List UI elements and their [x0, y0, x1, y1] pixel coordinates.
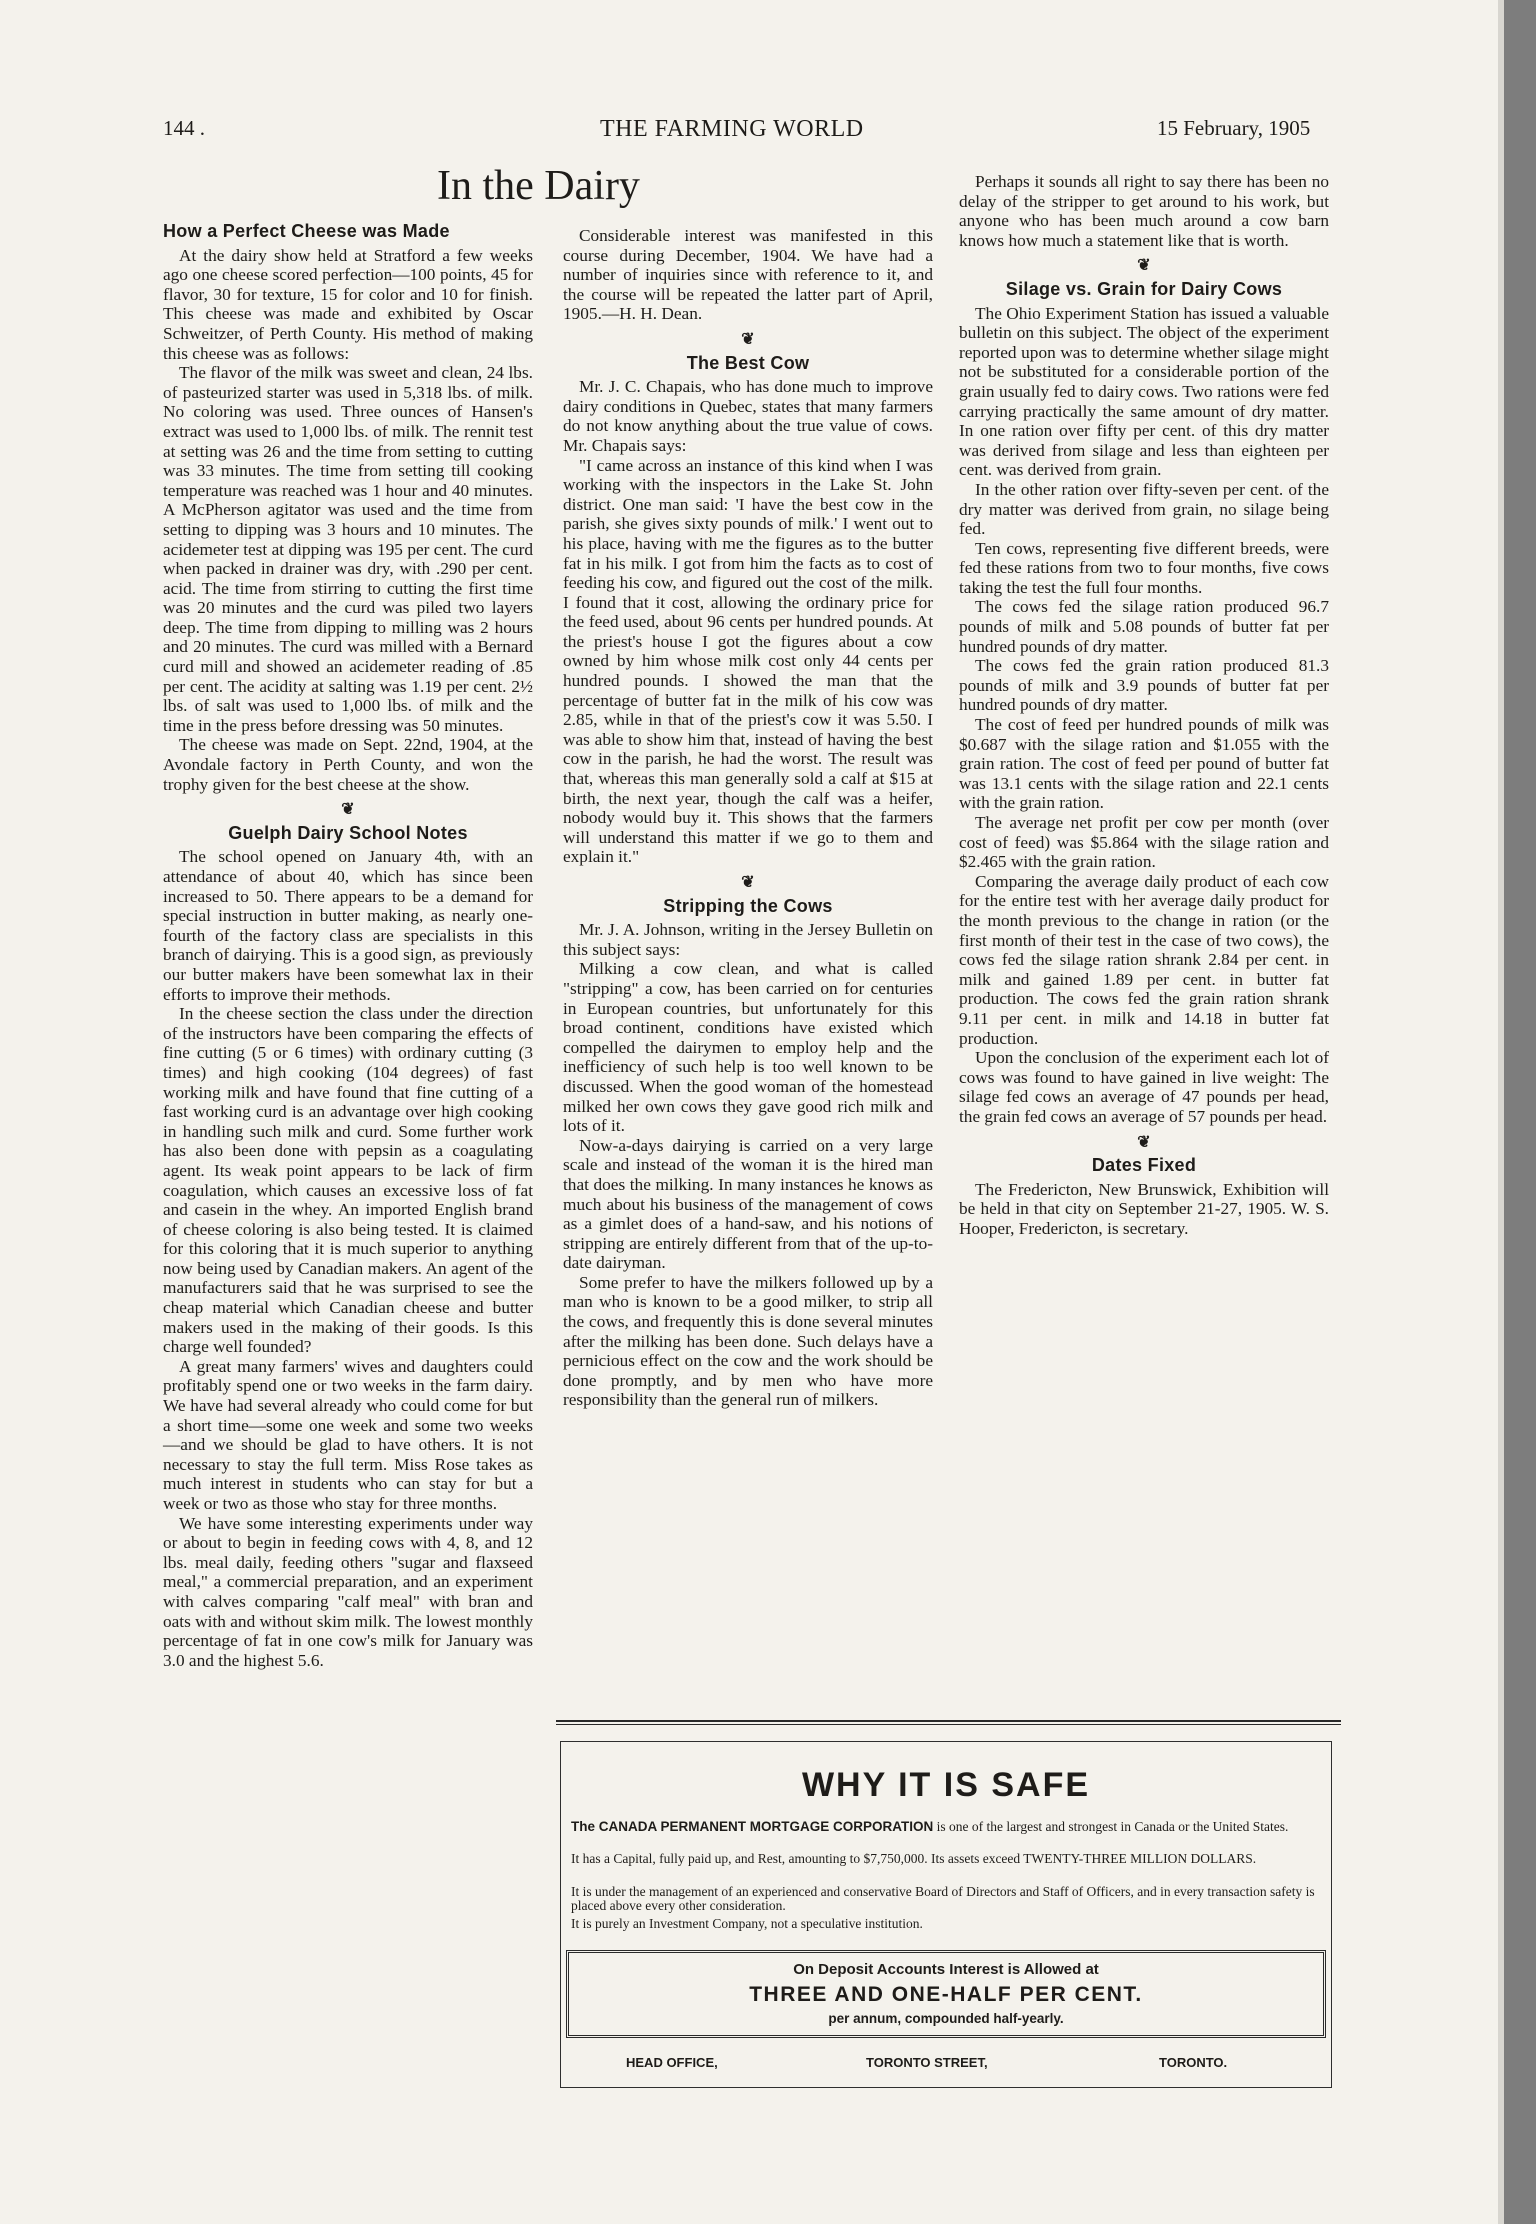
article-paragraph: Comparing the average daily product of each cow for the entire test with her average daily product for the month previous to the change in ration (or the first month of their test in the case of two cows), the cows fed the silage ration shrank 2.84 per cent. in milk and gained 1.89 per cent. in butter fat production. The cows fed the grain ration shrank 9.11 per cent. in milk and 14.18 in butter fat production. — [959, 871, 1329, 1048]
fleuron-ornament: ❦ — [741, 330, 755, 348]
article-paragraph: The average net profit per cow per month (over cost of feed) was $5.864 with the silage ration and $2.465 with the grain ration. — [959, 813, 1329, 872]
advertisement — [560, 1741, 1332, 2088]
fleuron-ornament: ❦ — [741, 874, 755, 891]
article-paragraph: Ten cows, representing five different breeds, were fed these rations from two to four months, five cows taking the test the full four months. — [959, 538, 1329, 597]
masthead: THE FARMING WORLD — [600, 116, 864, 142]
interest-box — [566, 1950, 1326, 2038]
ad-company-name: The CANADA PERMANENT MORTGAGE CORPORATION — [571, 1819, 934, 1834]
interest-rate: THREE AND ONE-HALF PER CENT. — [749, 1983, 1143, 2006]
ad-headline: WHY IT IS SAFE — [801, 1766, 1091, 1804]
fleuron-ornament: ❦ — [1137, 257, 1151, 275]
article-paragraph: The cows fed the silage ration produced 96.7 pounds of milk and 5.08 pounds of butter fat per hundred pounds of dry matter. — [959, 597, 1329, 656]
article-paragraph: Mr. J. C. Chapais, who has done much to improve dairy conditions in Quebec, states that many farmers do not know anything about the true value of cows. Mr. Chapais says: — [563, 377, 933, 455]
article-paragraph: Mr. J. A. Johnson, writing in the Jersey Bulletin on this subject says: — [563, 920, 933, 959]
article-paragraph: A great many farmers' wives and daughters could profitably spend one or two weeks in the farm dairy. We have had several already who could come for but a short time—some one week and some two weeks—and we should be glad to have others. It is not necessary to stay the full term. Miss Rose takes as much interest in students who can stay for but a week or two as those who stay for three months. — [163, 1356, 533, 1513]
ad-paragraph — [571, 1820, 1321, 1834]
article-paragraph: Considerable interest was manifested in this course during December, 1904. We have had a number of inquiries since with reference to it, and the course will be repeated the latter part of April, 1905.—H. H. Dean. — [563, 226, 933, 324]
article-paragraph: Now-a-days dairying is carried on a very large scale and instead of the woman it is the hired man that does the milking. In many instances he knows as much about his business of the management of cows as a gimlet does of a hand-saw, and his notions of stripping are entirely different from that of the up-to-date dairyman. — [563, 1135, 933, 1273]
ad-footer-office: HEAD OFFICE, — [626, 2055, 718, 2070]
interest-terms: per annum, compounded half-yearly. — [828, 2011, 1064, 2026]
article-title-stripping: Stripping the Cows — [663, 895, 833, 916]
ad-footer-city: TORONTO. — [1159, 2055, 1228, 2070]
article-paragraph: The flavor of the milk was sweet and clean, 24 lbs. of pasteurized starter was used in 5,318 lbs. of milk. No coloring was used. Three ounces of Hansen's extract was used to 1,000 lbs. of milk. The rennit test at setting was 26 and the time from setting to cutting was 33 minutes. The time from setting till cooking temperature was reached was 1 hour and 40 minutes. A McPherson agitator was used and the time from setting to dipping was 3 hours and 10 minutes. The acidemeter test at dipping was 195 per cent. The curd when packed in drainer was dry, with .290 per cent. acid. The time from stirring to cutting the first time was 20 minutes and the curd was piled two layers deep. The time from dipping to milling was 2 hours and 20 minutes. The curd was milled with a Bernard curd mill and showed an acidemeter reading of .85 per cent. The acidity at salting was 1.19 per cent. 2½ lbs. of salt was used to 1,000 lbs. of milk and the time in the press before dressing was 50 minutes. — [163, 363, 533, 735]
ad-text: is one of the largest and strongest in Canada or the United States. — [933, 1819, 1289, 1834]
article-paragraph: In the other ration over fifty-seven per cent. of the dry matter was derived from grain, no silage being fed. — [959, 479, 1329, 539]
article-paragraph: Upon the conclusion of the experiment each lot of cows was found to have gained in live weight: The silage fed cows an average of 47 pounds per head, the grain fed cows an average of 57 pounds per head. — [959, 1048, 1329, 1126]
column-1 — [163, 222, 533, 1670]
ad-footer-street: TORONTO STREET, — [866, 2055, 988, 2070]
issue-date: 15 February, 1905 — [1157, 116, 1311, 140]
article-paragraph: The cost of feed per hundred pounds of milk was $0.687 with the silage ration and $1.055 with the grain ration. The cost of feed per pound of butter fat was 13.1 cents with the silage ration and 22.1 cents with the grain ration. — [959, 715, 1329, 813]
article-paragraph: At the dairy show held at Stratford a few weeks ago one cheese scored perfection—100 points, 45 for flavor, 30 for texture, 15 for color and 10 for finish. This cheese was made and exhibited by Oscar Schweitzer, of Perth County. His method of making this cheese was as follows: — [163, 245, 533, 363]
article-title-silage: Silage vs. Grain for Dairy Cows — [1005, 278, 1283, 299]
article-paragraph: The cows fed the grain ration produced 81.3 pounds of milk and 3.9 pounds of butter fat per hundred pounds of dry matter. — [959, 656, 1329, 715]
page-number: 144 . — [163, 116, 205, 140]
column-2 — [563, 226, 933, 1410]
article-title-guelph: Guelph Dairy School Notes — [228, 822, 468, 843]
article-paragraph: Some prefer to have the milkers followed up by a man who is known to be a good milker, to strip all the cows, and frequently this is done several minutes after the milking has been done. Such delays have a pernicious effect on the cow and the work should be done promptly, and by men who have more responsibility than the general run of milkers. — [563, 1272, 933, 1410]
article-paragraph: Milking a cow clean, and what is called "stripping" a cow, has been carried on for centuries in European countries, but unfortunately for this broad continent, conditions have existed which compelled the dairymen to employ help and the inefficiency of such help is too well known to be discussed. When the good woman of the homestead milked her own cows they gave good rich milk and lots of it. — [563, 959, 933, 1136]
interest-intro: On Deposit Accounts Interest is Allowed at — [793, 1961, 1099, 1978]
ad-paragraph: It has a Capital, fully paid up, and Rest, amounting to $7,750,000. Its assets exceed TWENTY-THREE MILLION DOLLARS. — [571, 1851, 1257, 1866]
fleuron-ornament: ❦ — [341, 801, 355, 819]
divider-rule — [556, 1724, 1341, 1725]
article-title-dates: Dates Fixed — [1091, 1155, 1197, 1176]
article-paragraph: The Fredericton, New Brunswick, Exhibition will be held in that city on September 21-27, 1905. W. S. Hooper, Fredericton, is secretary. — [959, 1179, 1329, 1238]
divider-rule — [556, 1720, 1341, 1722]
article-title-cheese: How a Perfect Cheese was Made — [163, 221, 450, 241]
scan-margin — [1504, 0, 1536, 2224]
article-paragraph: The cheese was made on Sept. 22nd, 1904, at the Avondale factory in Perth County, and won the trophy given for the best cheese at the show. — [163, 735, 533, 794]
ad-paragraph: It is purely an Investment Company, not a speculative institution. — [571, 1916, 923, 1931]
section-title: In the Dairy — [437, 163, 640, 209]
fleuron-ornament: ❦ — [1137, 1133, 1151, 1151]
column-3 — [959, 172, 1329, 1238]
article-paragraph: In the cheese section the class under the direction of the instructors have been comparing the effects of fine cutting (5 or 6 times) with ordinary cutting (3 times) and high cooking (104 degrees) of fast working milk and have found that fine cutting of a fast working curd is an advantage over high cooking in handling such milk and curd. Some further work has also been done with pepsin as a coagulating agent. Its weak point appears to be lack of firm coagulation, which causes an excessive loss of fat and casein in the whey. An imported English brand of cheese coloring is also being tested. It is claimed for this coloring that it is much superior to anything now being used by Canadian makers. An agent of the manufacturers said that he was surprised to see the cheap material which Canadian cheese and butter makers used in the making of their goods. Is this charge well founded? — [163, 1004, 533, 1357]
article-paragraph: We have some interesting experiments under way or about to begin in feeding cows with 4, 8, and 12 lbs. meal daily, feeding others "sugar and flaxseed meal," a commercial preparation, and an experiment with calves comparing "calf meal" with bran and oats with and without skim milk. The lowest monthly percentage of fat in one cow's milk for January was 3.0 and the highest 5.6. — [163, 1513, 533, 1670]
article-paragraph: Perhaps it sounds all right to say there has been no delay of the stripper to get around to his work, but anyone who has been much around a cow barn knows how much a statement like that is worth. — [959, 172, 1329, 250]
ad-paragraph: It is under the management of an experienced and conservative Board of Directors and Staff of Officers, and in every transaction safety is placed above every other consideration. — [571, 1884, 1315, 1913]
article-paragraph: "I came across an instance of this kind when I was working with the inspectors in the Lake St. John district. One man said: 'I have the best cow in the parish, she gives sixty pounds of milk.' I went out to his place, having with me the figures as to the butter fat in his milk. I got from him the facts as to cost of feeding his cow, and figured out the cost of the milk. I found that it cost, allowing the ordinary price for the feed used, about 96 cents per hundred pounds. At the priest's house I got the figures about a cow owned by him whose milk cost only 44 cents per hundred pounds. I showed the man that the percentage of butter fat in the milk of his cow was 2.85, while in that of the priest's cow it was 5.50. I was able to show him that, instead of having the best cow in the parish, he had the worst. The result was that, whereas this man generally sold a calf at $15 at birth, the next year, though the calf was a heifer, nobody would buy it. This shows that the farmers will understand this matter if we go to them and explain it." — [563, 455, 933, 867]
article-title-best-cow: The Best Cow — [686, 352, 810, 373]
article-paragraph: The Ohio Experiment Station has issued a valuable bulletin on this subject. The object of the experiment reported upon was to determine whether silage might not be substituted for a considerable portion of the grain usually fed to dairy cows. Two rations were fed carrying practically the same amount of dry matter. In one ration over fifty per cent. of this dry matter was derived from silage and less than eighteen per cent. was derived from grain. — [959, 303, 1329, 480]
article-paragraph: The school opened on January 4th, with an attendance of about 40, which has since been increased to 50. There appears to be a demand for special instruction in butter making, as nearly one-fourth of the factory class are specialists in this branch of dairying. This is a good sign, as previously our butter makers have been somewhat lax in their efforts to improve their methods. — [163, 847, 533, 1004]
